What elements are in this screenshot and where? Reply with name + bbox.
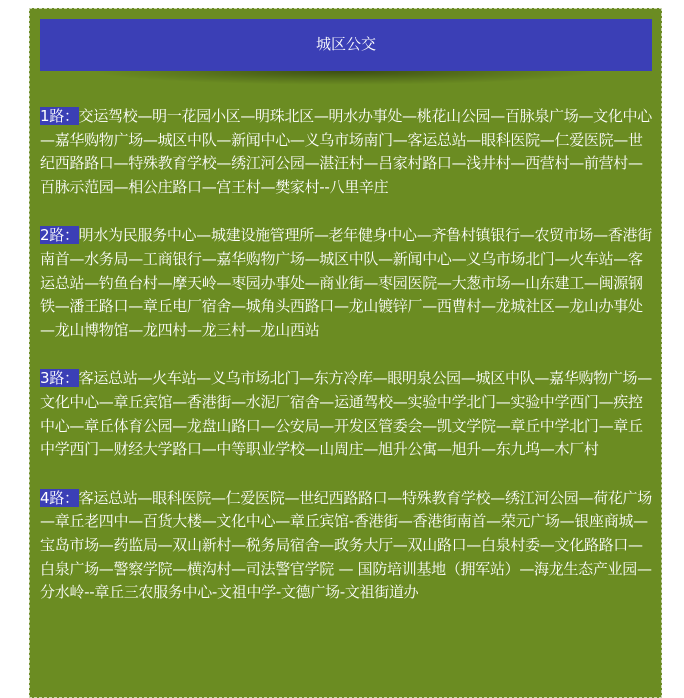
route-2-stops: 明水为民服务中心—城建设施管理所—老年健身中心—齐鲁村镇银行—农贸市场—香港街南首—水务局—工商银行—嘉华购物广场—城区中队—新闻中心—义乌市场北门—火车站—客运总站—钓鱼台村—摩天岭—枣园办事处—商业街—枣园医院—大葱市场—山东建工—闽源钢铁—潘王路口—章丘电厂宿舍—城角头西路口—龙山镀锌厂—西曹村—龙城社区—龙山办事处—龙山博物馆—龙四村—龙三村—龙山西站 — [40, 226, 652, 339]
route-1-label: 1路： — [40, 107, 79, 125]
panel-title: 城区公交 — [40, 19, 652, 71]
route-2-label: 2路： — [40, 226, 79, 245]
route-1-stops: 交运驾校—明一花园小区—明珠北区—明水办事处—桃花山公园—百脉泉广场—文化中心—嘉华购物广场—城区中队—新闻中心—义乌市场南门—客运总站—眼科医院—仁爱医院—世纪西路路口—特殊教育学校—绣江河公园—湛汪村—吕家村路口—浅井村—西营村—前营村—百脉示范园—相公庄路口—宫王村—樊家村--八里辛庄 — [40, 107, 652, 196]
route-3 — [40, 367, 654, 461]
bus-routes-panel — [29, 8, 662, 698]
route-list — [40, 105, 654, 630]
title-shadow-decoration — [90, 71, 600, 85]
route-1 — [40, 105, 654, 199]
route-3-label: 3路： — [40, 369, 79, 388]
route-4 — [40, 487, 654, 605]
route-3-stops: 客运总站—火车站—义乌市场北门—东方冷库—眼明泉公园—城区中队—嘉华购物广场—文化中心—章丘宾馆—香港街—水泥厂宿舍—运通驾校—实验中学北门—实验中学西门—疾控中心—章丘体育公园—龙盘山路口—公安局—开发区管委会—凯文学院—章丘中学北门—章丘中学西门—财经大学路口—中等职业学校—山周庄—旭升公寓—旭升—东九坞—木厂村 — [40, 369, 652, 459]
route-2 — [40, 224, 654, 342]
route-4-label: 4路： — [40, 488, 79, 507]
route-4-stops: 客运总站—眼科医院—仁爱医院—世纪西路路口—特殊教育学校—绣江河公园—荷花广场—章丘老四中—百货大楼—文化中心—章丘宾馆-香港街—香港街南首—荣元广场—银座商城—宝岛市场—药监局—双山新村—税务局宿舍—政务大厅—双山路口—白泉村委—文化路路口—白泉广场—警察学院—横沟村—司法警官学院 — 国防培训基地（拥军站）—海龙生态产业园—分水岭--章丘三农服务中心-文祖中学-文德广场-文祖街道办 — [40, 488, 652, 602]
